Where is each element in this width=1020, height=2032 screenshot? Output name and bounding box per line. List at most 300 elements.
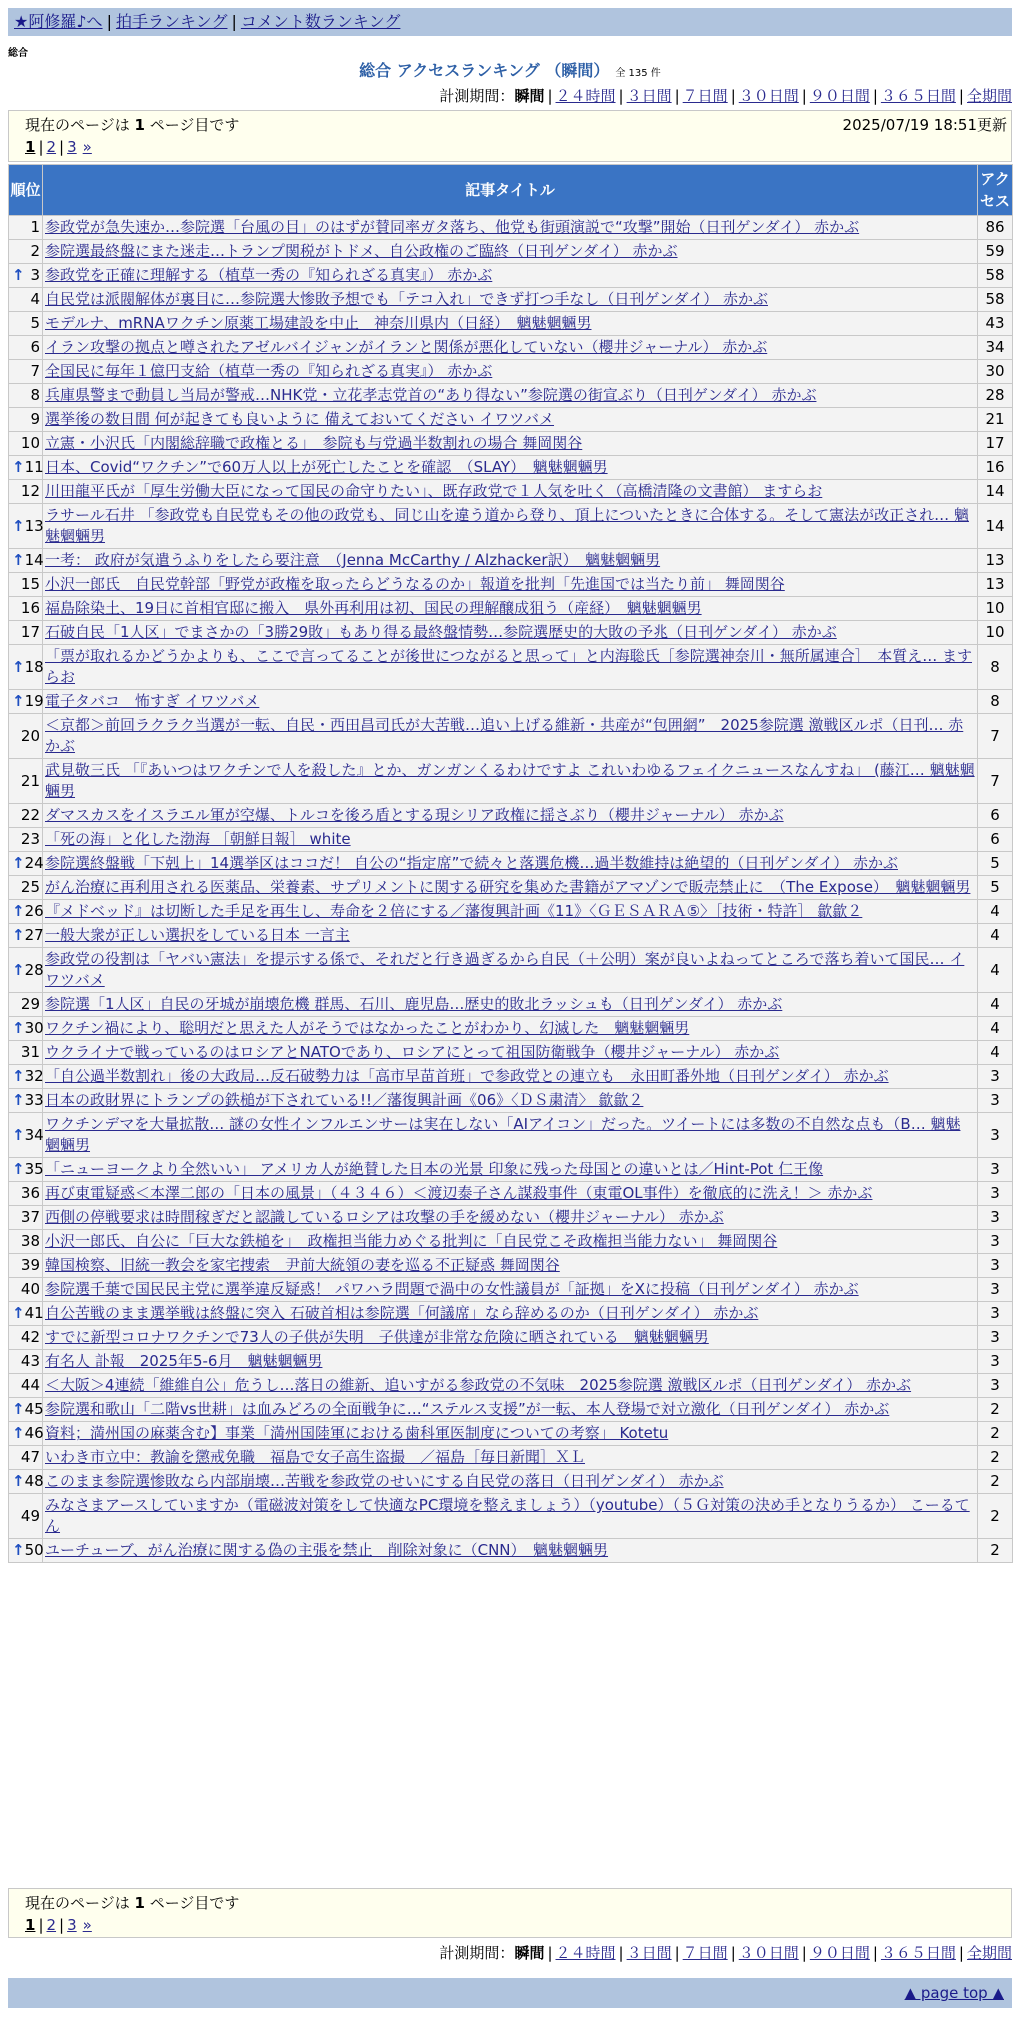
access-count: 6 [978, 828, 1013, 852]
period-30d-link[interactable]: ３０日間 [738, 87, 799, 105]
table-row [9, 804, 1013, 828]
rank-number: 39 [20, 1256, 40, 1274]
table-row [9, 1158, 1013, 1182]
table-row [9, 948, 1013, 993]
access-count: 3 [978, 1326, 1013, 1350]
title-cell [43, 1206, 978, 1230]
article-title-link[interactable]: 韓国検察、旧統一教会を家宅捜索 尹前大統領の妻を巡る不正疑惑 舞岡関谷 [45, 1256, 560, 1274]
table-row [9, 216, 1013, 240]
rank-number: 23 [20, 830, 40, 848]
rank-up-arrow-icon: ↑ [12, 1541, 25, 1559]
rank-number: 35 [24, 1160, 44, 1178]
table-row [9, 1539, 1013, 1563]
rank-number: 38 [20, 1232, 40, 1250]
rank-cell [9, 432, 43, 456]
rank-number: 28 [24, 960, 44, 979]
page-title-text: 総合 アクセスランキング （瞬間） [359, 61, 610, 80]
period-all-link[interactable]: 全期間 [966, 1944, 1012, 1962]
rank-up-arrow-icon: ↑ [12, 902, 25, 920]
rank-cell [9, 216, 43, 240]
access-count: 3 [978, 1254, 1013, 1278]
access-count: 21 [978, 408, 1013, 432]
rank-cell [9, 597, 43, 621]
access-count: 4 [978, 948, 1013, 993]
table-row [9, 1374, 1013, 1398]
period-7d-link[interactable]: ７日間 [682, 1944, 728, 1962]
current-page-text: 現在のページは 1 ページ目です [25, 116, 240, 134]
access-count: 4 [978, 1017, 1013, 1041]
top-navigation [8, 8, 1012, 36]
rank-number: 43 [20, 1352, 40, 1370]
article-title-link[interactable]: 日本の政財界にトランプの鉄槌が下されている!!／藩復興計画《06》〈ＤＳ粛清〉 歙歙２ [45, 1091, 644, 1109]
title-cell [43, 549, 978, 573]
title-cell [43, 759, 978, 804]
article-title-link[interactable]: 「死の海」と化した渤海 ［朝鮮日報］ white [45, 830, 351, 848]
rank-up-arrow-icon: ↑ [12, 516, 25, 535]
article-title-link[interactable]: ＜大阪＞4連続「維維自公」危うし…落日の維新、追いすがる参政党の不気味 2025参院選 激戦区ルポ（日刊ゲンダイ） 赤かぶ [45, 1376, 912, 1394]
table-row [9, 408, 1013, 432]
rank-up-arrow-icon: ↑ [12, 1125, 25, 1144]
access-count: 2 [978, 1446, 1013, 1470]
table-row [9, 1398, 1013, 1422]
access-count: 30 [978, 360, 1013, 384]
rank-cell [9, 1374, 43, 1398]
title-cell [43, 384, 978, 408]
rank-number: 3 [30, 266, 40, 284]
page-2-link[interactable]: 2 [46, 1916, 57, 1934]
access-count: 5 [978, 852, 1013, 876]
page-title [0, 60, 1020, 85]
rank-number: 27 [24, 926, 44, 944]
access-count: 17 [978, 432, 1013, 456]
access-count: 16 [978, 456, 1013, 480]
period-selector-top: 計測期間：瞬間 | ２４時間 | ３日間 | ７日間 | ３０日間 | ９０日間 | ３６５日間 | 全期間 [439, 87, 1012, 105]
title-cell [43, 1230, 978, 1254]
rank-cell [9, 1017, 43, 1041]
article-title-link[interactable]: 全国民に毎年１億円支給（植草一秀の『知られざる真実』） 赤かぶ [45, 362, 493, 380]
rank-up-arrow-icon: ↑ [12, 1304, 25, 1322]
table-row [9, 1350, 1013, 1374]
title-cell [43, 336, 978, 360]
table-row [9, 1494, 1013, 1539]
article-title-link[interactable]: みなさまアースしていますか（電磁波対策をして快適なPC環境を整えましょう）（youtube）（５Ｇ対策の決め手となりうるか） こーるてん [45, 1496, 970, 1535]
home-link[interactable]: ★阿修羅♪へ [14, 12, 103, 31]
table-row [9, 264, 1013, 288]
access-count: 2 [978, 1539, 1013, 1563]
rank-number: 50 [24, 1541, 44, 1559]
title-cell [43, 1065, 978, 1089]
separator: | [231, 12, 237, 31]
article-title-link[interactable]: イラン攻撃の拠点と噂されたアゼルバイジャンがイランと関係が悪化していない（櫻井ジャーナル） 赤かぶ [45, 338, 768, 356]
access-count: 58 [978, 288, 1013, 312]
table-row [9, 1017, 1013, 1041]
rank-cell [9, 1398, 43, 1422]
access-count: 3 [978, 1206, 1013, 1230]
rank-cell [9, 480, 43, 504]
article-title-link[interactable]: 『メドベッド』は切断した手足を再生し、寿命を２倍にする／藩復興計画《11》〈ＧＥＳＡＲＡ⑤〉［技術・特許］ 歙歙２ [45, 902, 863, 920]
title-cell [43, 1422, 978, 1446]
title-cell [43, 1302, 978, 1326]
pagination: 1 | 2 | 3 » [25, 1916, 92, 1934]
access-count: 3 [978, 1350, 1013, 1374]
page-2-link[interactable]: 2 [46, 138, 57, 156]
period-365d-link[interactable]: ３６５日間 [880, 87, 956, 105]
comment-ranking-link[interactable]: コメント数ランキング [240, 12, 401, 31]
title-cell [43, 714, 978, 759]
rank-number: 17 [20, 623, 40, 641]
title-cell [43, 900, 978, 924]
access-count: 4 [978, 1041, 1013, 1065]
title-cell [43, 408, 978, 432]
article-title-link[interactable]: 電子タバコ 怖すぎ イワツバメ [45, 692, 260, 710]
rank-cell [9, 1470, 43, 1494]
title-cell [43, 690, 978, 714]
rank-number: 7 [30, 362, 40, 380]
rank-cell [9, 384, 43, 408]
rank-cell [9, 828, 43, 852]
table-row [9, 597, 1013, 621]
period-3d-link[interactable]: ３日間 [626, 87, 672, 105]
article-title-link[interactable]: 参院選最終盤にまた迷走…トランプ関税がトドメ、自公政権のご臨終（日刊ゲンダイ） 赤かぶ [45, 242, 678, 260]
clap-ranking-link[interactable]: 拍手ランキング [115, 12, 228, 31]
table-row [9, 384, 1013, 408]
table-row [9, 852, 1013, 876]
access-count: 3 [978, 1158, 1013, 1182]
period-3d-link[interactable]: ３日間 [626, 1944, 672, 1962]
table-row [9, 900, 1013, 924]
article-title-link[interactable]: 「ニューヨークより全然いい」 アメリカ人が絶賛した日本の光景 印象に残った母国との違いとは／Hint-Pot 仁王像 [45, 1160, 824, 1178]
rank-cell [9, 1350, 43, 1374]
rank-cell [9, 1041, 43, 1065]
title-cell [43, 240, 978, 264]
title-cell [43, 504, 978, 549]
rank-number: 34 [24, 1125, 44, 1144]
page-top-link[interactable]: ▲ page top ▲ [904, 1984, 1004, 2002]
rank-number: 29 [20, 995, 40, 1013]
access-count: 8 [978, 645, 1013, 690]
table-row [9, 1113, 1013, 1158]
title-cell [43, 1113, 978, 1158]
rank-cell [9, 312, 43, 336]
rank-cell [9, 1158, 43, 1182]
article-title-link[interactable]: 参院選千葉で国民民主党に選挙違反疑惑！ パワハラ問題で渦中の女性議員が「証拠」をXに投稿（日刊ゲンダイ） 赤かぶ [45, 1280, 859, 1298]
rank-cell [9, 852, 43, 876]
article-title-link[interactable]: 自公苦戦のまま選挙戦は終盤に突入 石破首相は参院選「何議席」なら辞めるのか（日刊ゲンダイ） 赤かぶ [45, 1304, 759, 1322]
rank-cell [9, 759, 43, 804]
table-row [9, 360, 1013, 384]
article-title-link[interactable]: 参院選和歌山「二階vs世耕」は血みどろの全面戦争に…“ステルス支援”が一転、本人登場で対立激化（日刊ゲンダイ） 赤かぶ [45, 1400, 890, 1418]
table-row [9, 1254, 1013, 1278]
ranking-table [8, 164, 1013, 1563]
period-90d-link[interactable]: ９０日間 [809, 87, 870, 105]
rank-cell [9, 1494, 43, 1539]
rank-cell [9, 1230, 43, 1254]
rank-cell [9, 1206, 43, 1230]
article-title-link[interactable]: 一般大衆が正しい選択をしている日本 一言主 [45, 926, 350, 944]
rank-cell [9, 645, 43, 690]
rank-cell [9, 804, 43, 828]
title-cell [43, 1158, 978, 1182]
rank-cell [9, 264, 43, 288]
access-count: 2 [978, 1398, 1013, 1422]
article-title-link[interactable]: 武見敬三氏 「『あいつはワクチンで人を殺した』とか、ガンガンくるわけですよ これいわゆるフェイクニュースなんすね」 (藤江… 魑魅魍魎男 [45, 761, 975, 800]
rank-number: 24 [24, 854, 44, 872]
rank-up-arrow-icon: ↑ [12, 458, 25, 476]
title-cell [43, 432, 978, 456]
period-7d-link[interactable]: ７日間 [682, 87, 728, 105]
rank-cell [9, 714, 43, 759]
article-title-link[interactable]: いわき市立中：教諭を懲戒免職 福島で女子高生盗撮 ／福島［毎日新聞］ＸＬ [45, 1448, 586, 1466]
rank-cell [9, 1113, 43, 1158]
access-column-header: アクセス [978, 165, 1013, 216]
rank-up-arrow-icon: ↑ [12, 854, 25, 872]
title-cell [43, 1041, 978, 1065]
period-all-link[interactable]: 全期間 [966, 87, 1012, 105]
table-row [9, 1230, 1013, 1254]
article-title-link[interactable]: 西側の停戦要求は時間稼ぎだと認識しているロシアは攻撃の手を緩めない（櫻井ジャーナル） 赤かぶ [45, 1208, 724, 1226]
article-title-link[interactable]: ダマスカスをイスラエル軍が空爆、トルコを後ろ盾とする現シリア政権に揺さぶり（櫻井ジャーナル） 赤かぶ [45, 806, 784, 824]
rank-cell [9, 1422, 43, 1446]
rank-up-arrow-icon: ↑ [12, 1019, 25, 1037]
article-title-link[interactable]: がん治療に再利用される医薬品、栄養素、サプリメントに関する研究を集めた書籍がアマゾンで販売禁止に （The Expose） 魑魅魍魎男 [45, 878, 971, 896]
article-title-link[interactable]: すでに新型コロナワクチンで73人の子供が失明 子供達が非常な危険に晒されている 魑魅魍魎男 [45, 1328, 709, 1346]
access-count: 13 [978, 549, 1013, 573]
table-row [9, 1326, 1013, 1350]
table-row [9, 480, 1013, 504]
title-cell [43, 948, 978, 993]
access-count: 14 [978, 504, 1013, 549]
article-title-link[interactable]: ワクチンデマを大量拡散… 謎の女性インフルエンサーは実在しない「AIアイコン」だった。ツイートには多数の不自然な点も（B… 魑魅魍魎男 [45, 1115, 961, 1154]
period-365d-link[interactable]: ３６５日間 [880, 1944, 956, 1962]
rank-up-arrow-icon: ↑ [12, 1067, 25, 1085]
access-count: 4 [978, 924, 1013, 948]
article-title-link[interactable]: 立憲・小沢氏「内閣総辞職で政権とる」 参院も与党過半数割れの場合 舞岡関谷 [45, 434, 583, 452]
rank-number: 30 [24, 1019, 44, 1037]
article-title-link[interactable]: 有名人 訃報 2025年5-6月 魑魅魍魎男 [45, 1352, 323, 1370]
period-24h-link[interactable]: ２４時間 [555, 1944, 616, 1962]
next-page-link[interactable]: » [82, 138, 92, 156]
rank-number: 16 [20, 599, 40, 617]
rank-cell [9, 876, 43, 900]
table-row [9, 621, 1013, 645]
article-title-link[interactable]: ワクチン禍により、聡明だと思えた人がそうではなかったことがわかり、幻滅した 魑魅魍魎男 [45, 1019, 690, 1037]
table-row [9, 432, 1013, 456]
rank-number: 12 [20, 482, 40, 500]
rank-number: 15 [20, 575, 40, 593]
rank-number: 11 [24, 458, 44, 476]
rank-number: 19 [24, 692, 44, 710]
updated-timestamp: 2025/07/19 18:51更新 [842, 116, 1007, 134]
title-cell [43, 480, 978, 504]
article-title-link[interactable]: 小沢一郎氏 自民党幹部「野党が政権を取ったらどうなるのか」報道を批判「先進国では当たり前」 舞岡関谷 [45, 575, 785, 593]
title-cell [43, 312, 978, 336]
access-count: 2 [978, 1470, 1013, 1494]
rank-cell [9, 1182, 43, 1206]
article-title-link[interactable]: 参政党の役割は「ヤバい憲法」を提示する係で、それだと行き過ぎるから自民（＋公明）案が良いよねってところで落ち着いて国民… イワツバメ [45, 950, 965, 989]
rank-number: 36 [20, 1184, 40, 1202]
access-count: 3 [978, 1089, 1013, 1113]
title-column-header: 記事タイトル [43, 165, 978, 216]
rank-cell [9, 924, 43, 948]
rank-up-arrow-icon: ↑ [12, 1424, 25, 1442]
rank-number: 10 [20, 434, 40, 452]
title-cell [43, 1326, 978, 1350]
rank-cell [9, 1326, 43, 1350]
page-1: 1 [25, 1916, 36, 1934]
article-title-link[interactable]: 日本、Covid“ワクチン”で60万人以上が死亡したことを確認 （SLAY） 魑魅魍魎男 [45, 458, 608, 476]
rank-up-arrow-icon: ↑ [12, 960, 25, 979]
pager-bottom [8, 1888, 1012, 1938]
period-90d-link[interactable]: ９０日間 [809, 1944, 870, 1962]
access-count: 6 [978, 804, 1013, 828]
period-current: 瞬間 [514, 87, 545, 105]
access-count: 3 [978, 1065, 1013, 1089]
title-cell [43, 1254, 978, 1278]
title-cell [43, 1446, 978, 1470]
rank-number: 32 [24, 1067, 44, 1085]
table-row [9, 1065, 1013, 1089]
access-count: 7 [978, 714, 1013, 759]
access-count: 10 [978, 621, 1013, 645]
access-count: 14 [978, 480, 1013, 504]
rank-number: 21 [20, 771, 40, 790]
rank-cell [9, 948, 43, 993]
page-3-link[interactable]: 3 [67, 138, 77, 156]
article-title-link[interactable]: ＜京都＞前回ラクラク当選が一転、自民・西田昌司氏が大苦戦…追い上げる維新・共産が“包囲網” 2025参院選 激戦区ルポ（日刊… 赤かぶ [45, 716, 964, 755]
table-row [9, 993, 1013, 1017]
next-page-link[interactable]: » [82, 1916, 92, 1934]
current-page-number: 1 [134, 1894, 145, 1912]
table-row [9, 549, 1013, 573]
rank-up-arrow-icon: ↑ [12, 1160, 25, 1178]
title-cell [43, 288, 978, 312]
table-row [9, 645, 1013, 690]
table-row [9, 1206, 1013, 1230]
period-24h-link[interactable]: ２４時間 [555, 87, 616, 105]
table-row [9, 1446, 1013, 1470]
current-page-text: 現在のページは 1 ページ目です [25, 1894, 240, 1912]
rank-number: 6 [30, 338, 40, 356]
article-title-link[interactable]: 参政党を正確に理解する（植草一秀の『知られざる真実』） 赤かぶ [45, 266, 493, 284]
article-title-link[interactable]: 小沢一郎氏、自公に「巨大な鉄槌を」 政権担当能力めぐる批判に「自民党こそ政権担当能力ない」 舞岡関谷 [45, 1232, 778, 1250]
access-count: 58 [978, 264, 1013, 288]
rank-up-arrow-icon: ↑ [12, 926, 25, 944]
article-title-link[interactable]: 参政党が急失速か…参院選「台風の目」のはずが賛同率ガタ落ち、他党も街頭演説で“攻撃”開始（日刊ゲンダイ） 赤かぶ [45, 218, 860, 236]
page-3-link[interactable]: 3 [67, 1916, 77, 1934]
table-row [9, 288, 1013, 312]
access-count: 10 [978, 597, 1013, 621]
access-count: 59 [978, 240, 1013, 264]
title-cell [43, 852, 978, 876]
rank-number: 9 [30, 410, 40, 428]
title-cell [43, 456, 978, 480]
article-title-link[interactable]: 参院選終盤戦「下剋上」14選挙区はココだ！ 自公の“指定席”で続々と落選危機…過半数維持は絶望的（日刊ゲンダイ） 赤かぶ [45, 854, 898, 872]
section-label: 総合 [8, 48, 28, 59]
rank-cell [9, 690, 43, 714]
access-count: 3 [978, 1278, 1013, 1302]
table-row [9, 573, 1013, 597]
access-count: 8 [978, 690, 1013, 714]
rank-number: 48 [24, 1472, 44, 1490]
rank-cell [9, 1254, 43, 1278]
period-current: 瞬間 [514, 1944, 545, 1962]
title-cell [43, 1182, 978, 1206]
article-title-link[interactable]: ウクライナで戦っているのはロシアとNATOであり、ロシアにとって祖国防衛戦争（櫻井ジャーナル） 赤かぶ [45, 1043, 780, 1061]
access-count: 86 [978, 216, 1013, 240]
title-cell [43, 1494, 978, 1539]
title-cell [43, 804, 978, 828]
rank-number: 42 [20, 1328, 40, 1346]
article-title-link[interactable]: 一考： 政府が気遣うふりをしたら要注意 （Jenna McCarthy / Alzhacker訳） 魑魅魍魎男 [45, 551, 661, 569]
access-count: 3 [978, 1302, 1013, 1326]
access-count: 4 [978, 993, 1013, 1017]
article-title-link[interactable]: 「票が取れるかどうかよりも、ここで言ってることが後世につながると思って」と内海聡氏［参院選神奈川・無所属連合］ 本質え… ますらお [45, 647, 972, 686]
article-title-link[interactable]: 資料；満州国の麻薬含む】事業「満州国陸軍における歯科軍医制度についての考察」 Kotetu [45, 1424, 669, 1442]
access-count: 4 [978, 900, 1013, 924]
table-row [9, 1182, 1013, 1206]
rank-cell [9, 336, 43, 360]
article-title-link[interactable]: 再び東電疑惑＜本澤二郎の「日本の風景」（４３４６）＜渡辺泰子さん謀殺事件（東電OL事件）を徹底的に洗え！＞ 赤かぶ [45, 1184, 873, 1202]
article-title-link[interactable]: ユーチューブ、がん治療に関する偽の主張を禁止 削除対象に（CNN） 魑魅魍魎男 [45, 1541, 609, 1559]
rank-number: 5 [30, 314, 40, 332]
table-row [9, 1422, 1013, 1446]
rank-up-arrow-icon: ↑ [12, 657, 25, 676]
article-title-link[interactable]: 参院選「1人区」自民の牙城が崩壊危機 群馬、石川、鹿児島…歴史的敗北ラッシュも（日刊ゲンダイ） 赤かぶ [45, 995, 783, 1013]
article-title-link[interactable]: 福島除染土、19日に首相官邸に搬入 県外再利用は初、国民の理解醸成狙う（産経） 魑魅魍魎男 [45, 599, 702, 617]
title-cell [43, 1278, 978, 1302]
rank-cell [9, 1539, 43, 1563]
rank-up-arrow-icon: ↑ [12, 1091, 25, 1109]
article-title-link[interactable]: ラサール石井 「参政党も自民党もその他の政党も、同じ山を違う道から登り、頂上についたときに合体する。そして憲法が改正され… 魑魅魍魎男 [45, 506, 969, 545]
article-title-link[interactable]: 「自公過半数割れ」後の大政局…反石破勢力は「高市早苗首班」で参政党との連立も 永田町番外地（日刊ゲンダイ） 赤かぶ [45, 1067, 889, 1085]
rank-up-arrow-icon: ↑ [12, 1472, 25, 1490]
rank-up-arrow-icon: ↑ [12, 266, 25, 284]
access-count: 2 [978, 1494, 1013, 1539]
access-count: 3 [978, 1374, 1013, 1398]
rank-number: 25 [20, 878, 40, 896]
rank-number: 2 [30, 242, 40, 260]
article-title-link[interactable]: モデルナ、mRNAワクチン原薬工場建設を中止 神奈川県内（日経） 魑魅魍魎男 [45, 314, 592, 332]
rank-number: 18 [24, 657, 44, 676]
access-count: 3 [978, 1113, 1013, 1158]
article-title-link[interactable]: このまま参院選惨敗なら内部崩壊…苦戦を参政党のせいにする自民党の落日（日刊ゲンダイ） 赤かぶ [45, 1472, 724, 1490]
article-title-link[interactable]: 川田龍平氏が「厚生労働大臣になって国民の命守りたい」、既存政党で１人気を吐く（高橋清隆の文書館） ますらお [45, 482, 823, 500]
period-30d-link[interactable]: ３０日間 [738, 1944, 799, 1962]
rank-cell [9, 1065, 43, 1089]
title-cell [43, 1017, 978, 1041]
rank-cell [9, 1446, 43, 1470]
access-count: 28 [978, 384, 1013, 408]
current-page-number: 1 [134, 116, 145, 134]
title-cell [43, 924, 978, 948]
rank-number: 4 [30, 290, 40, 308]
article-title-link[interactable]: 兵庫県警まで動員し当局が警戒…NHK党・立花孝志党首の“あり得ない”参院選の街宣ぶり（日刊ゲンダイ） 赤かぶ [45, 386, 817, 404]
table-row [9, 1302, 1013, 1326]
ranking-rows [9, 216, 1013, 1563]
table-row [9, 690, 1013, 714]
table-row [9, 759, 1013, 804]
table-row [9, 828, 1013, 852]
article-title-link[interactable]: 選挙後の数日間 何が起きても良いように 備えておいてください イワツバメ [45, 410, 555, 428]
rank-up-arrow-icon: ↑ [12, 1400, 25, 1418]
title-cell [43, 1350, 978, 1374]
table-row [9, 336, 1013, 360]
title-cell [43, 645, 978, 690]
article-title-link[interactable]: 自民党は派閥解体が裏目に…参院選大惨敗予想でも「テコ入れ」できず打つ手なし（日刊ゲンダイ） 赤かぶ [45, 290, 768, 308]
title-cell [43, 828, 978, 852]
access-count: 2 [978, 1422, 1013, 1446]
article-title-link[interactable]: 石破自民「1人区」でまさかの「3勝29敗」もあり得る最終盤情勢…参院選歴史的大敗の予兆（日刊ゲンダイ） 赤かぶ [45, 623, 837, 641]
